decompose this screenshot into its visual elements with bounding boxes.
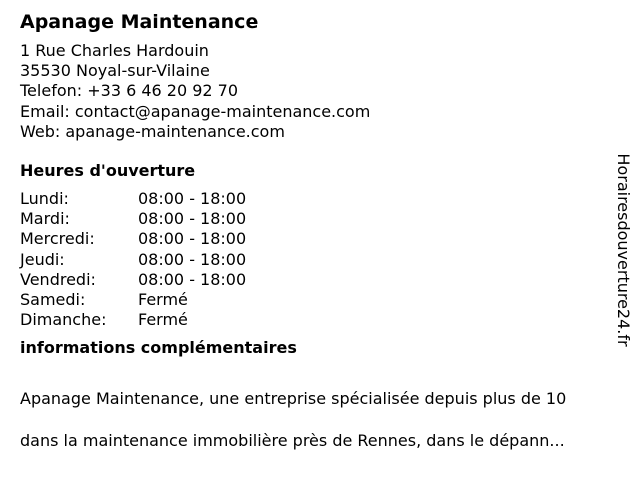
email-address: Email: contact@apanage-maintenance.com [20, 101, 371, 121]
address-block [20, 41, 610, 142]
website: Web: apanage-maintenance.com [20, 121, 285, 141]
day-label: Mardi: [20, 209, 70, 229]
hours-row-friday [20, 270, 610, 290]
day-label: Mercredi: [20, 229, 95, 249]
source-watermark: Horairesdouverture24.fr [614, 153, 633, 347]
description-line-2: dans la maintenance immobilière près de Rennes, dans le dépann... [20, 431, 565, 451]
day-label: Dimanche: [20, 310, 107, 330]
opening-hours-table [20, 189, 610, 330]
hours-value: 08:00 - 18:00 [138, 269, 247, 289]
hours-row-thursday [20, 250, 610, 270]
business-card [20, 10, 610, 472]
company-name: Apanage Maintenance [20, 11, 259, 33]
additional-info-heading: informations complémentaires [20, 338, 297, 358]
day-label: Vendredi: [20, 269, 96, 289]
hours-row-saturday [20, 290, 610, 310]
hours-value: Fermé [138, 290, 188, 310]
day-label: Lundi: [20, 189, 69, 209]
hours-value: 08:00 - 18:00 [138, 229, 247, 249]
phone-number: Telefon: +33 6 46 20 92 70 [20, 81, 239, 101]
hours-row-wednesday [20, 229, 610, 249]
hours-row-sunday [20, 310, 610, 330]
opening-hours-heading: Heures d'ouverture [20, 161, 196, 181]
day-label: Jeudi: [20, 249, 65, 269]
hours-value: 08:00 - 18:00 [138, 249, 247, 269]
company-description [20, 367, 620, 472]
day-label: Samedi: [20, 290, 86, 310]
hours-row-monday [20, 189, 610, 209]
street-address: 1 Rue Charles Hardouin [20, 41, 209, 60]
hours-value: Fermé [138, 310, 188, 330]
description-line-1: Apanage Maintenance, une entreprise spécialisée depuis plus de 10 [20, 389, 567, 409]
hours-value: 08:00 - 18:00 [138, 209, 247, 229]
city-postcode: 35530 Noyal-sur-Vilaine [20, 61, 210, 81]
hours-row-tuesday [20, 209, 610, 229]
hours-value: 08:00 - 18:00 [138, 189, 247, 209]
